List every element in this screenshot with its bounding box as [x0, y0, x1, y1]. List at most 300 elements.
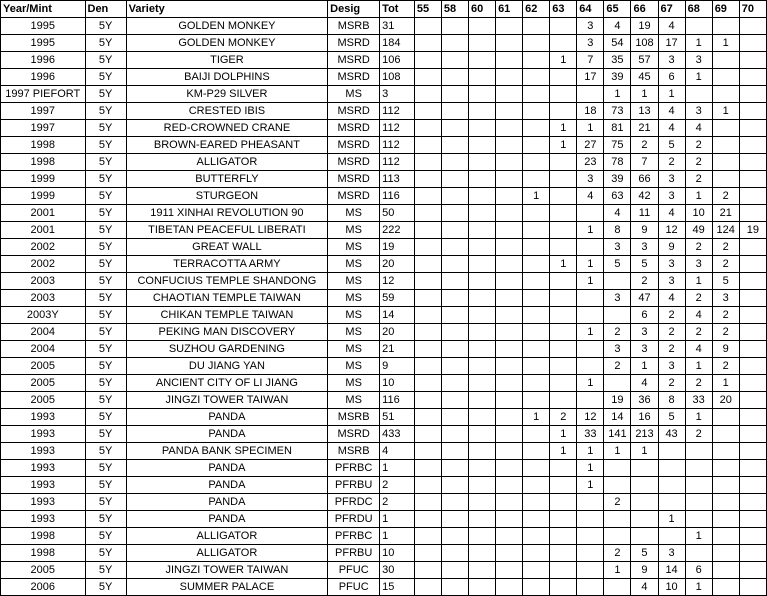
- column-header-grade-60[interactable]: 60: [468, 1, 495, 18]
- column-header-grade-55[interactable]: 55: [414, 1, 441, 18]
- cell-grade-63: [550, 307, 577, 324]
- cell-desig: MSRD: [328, 52, 380, 69]
- cell-grade-70: [739, 494, 766, 511]
- table-row[interactable]: [1, 562, 767, 579]
- table-row[interactable]: [1, 69, 767, 86]
- cell-den: 5Y: [85, 579, 126, 596]
- cell-total: 112: [380, 120, 415, 137]
- cell-grade-64: 12: [577, 409, 604, 426]
- cell-den: 5Y: [85, 171, 126, 188]
- cell-grade-66: 9: [631, 222, 658, 239]
- cell-grade-58: [441, 205, 468, 222]
- cell-grade-70: [739, 35, 766, 52]
- cell-year: 1995: [1, 35, 86, 52]
- cell-variety: PANDA: [126, 426, 328, 443]
- cell-grade-61: [496, 324, 523, 341]
- cell-desig: PFRBU: [328, 477, 380, 494]
- cell-den: 5Y: [85, 562, 126, 579]
- cell-grade-58: [441, 120, 468, 137]
- cell-grade-66: [631, 494, 658, 511]
- cell-grade-64: 1: [577, 460, 604, 477]
- cell-grade-64: [577, 511, 604, 528]
- table-row[interactable]: [1, 171, 767, 188]
- cell-grade-67: [658, 494, 685, 511]
- table-header-row: [1, 1, 767, 18]
- cell-grade-69: [712, 52, 739, 69]
- cell-grade-68: 49: [685, 222, 712, 239]
- cell-desig: MSRB: [328, 443, 380, 460]
- table-row[interactable]: [1, 103, 767, 120]
- table-row[interactable]: [1, 290, 767, 307]
- cell-grade-61: [496, 545, 523, 562]
- cell-grade-65: 78: [604, 154, 631, 171]
- cell-grade-63: [550, 392, 577, 409]
- cell-grade-66: [631, 528, 658, 545]
- cell-total: 112: [380, 103, 415, 120]
- cell-total: 116: [380, 188, 415, 205]
- cell-grade-70: [739, 239, 766, 256]
- cell-grade-55: [414, 545, 441, 562]
- cell-grade-64: 1: [577, 443, 604, 460]
- cell-den: 5Y: [85, 103, 126, 120]
- cell-grade-63: [550, 511, 577, 528]
- table-row[interactable]: [1, 443, 767, 460]
- cell-grade-61: [496, 188, 523, 205]
- table-row[interactable]: [1, 324, 767, 341]
- cell-grade-70: [739, 154, 766, 171]
- cell-desig: MS: [328, 86, 380, 103]
- table-row[interactable]: [1, 528, 767, 545]
- cell-grade-55: [414, 579, 441, 596]
- cell-grade-63: 1: [550, 256, 577, 273]
- cell-year: 2006: [1, 579, 86, 596]
- table-row[interactable]: [1, 579, 767, 596]
- cell-grade-67: 6: [658, 69, 685, 86]
- cell-grade-70: [739, 358, 766, 375]
- cell-grade-69: [712, 120, 739, 137]
- cell-variety: BUTTERFLY: [126, 171, 328, 188]
- cell-grade-63: 1: [550, 120, 577, 137]
- table-row[interactable]: [1, 358, 767, 375]
- cell-grade-65: 2: [604, 358, 631, 375]
- table-row[interactable]: [1, 222, 767, 239]
- cell-grade-62: [523, 426, 550, 443]
- cell-variety: GOLDEN MONKEY: [126, 18, 328, 35]
- cell-den: 5Y: [85, 120, 126, 137]
- cell-grade-58: [441, 426, 468, 443]
- table-row[interactable]: [1, 239, 767, 256]
- cell-year: 2001: [1, 222, 86, 239]
- column-header-grade-62[interactable]: 62: [523, 1, 550, 18]
- cell-grade-68: 4: [685, 307, 712, 324]
- cell-grade-63: [550, 222, 577, 239]
- cell-grade-64: 1: [577, 273, 604, 290]
- cell-grade-70: [739, 460, 766, 477]
- cell-grade-70: [739, 171, 766, 188]
- column-header-grade-70[interactable]: 70: [739, 1, 766, 18]
- cell-grade-60: [468, 579, 495, 596]
- cell-grade-69: 3: [712, 290, 739, 307]
- cell-grade-69: 1: [712, 103, 739, 120]
- cell-grade-68: 2: [685, 324, 712, 341]
- cell-grade-58: [441, 35, 468, 52]
- cell-grade-55: [414, 426, 441, 443]
- cell-grade-63: [550, 69, 577, 86]
- cell-total: 12: [380, 273, 415, 290]
- cell-den: 5Y: [85, 341, 126, 358]
- cell-grade-62: [523, 137, 550, 154]
- cell-grade-67: 17: [658, 35, 685, 52]
- table-row[interactable]: [1, 341, 767, 358]
- column-header-variety[interactable]: Variety: [126, 1, 328, 18]
- cell-year: 2004: [1, 341, 86, 358]
- cell-grade-62: [523, 256, 550, 273]
- cell-grade-58: [441, 358, 468, 375]
- column-header-grade-61[interactable]: 61: [496, 1, 523, 18]
- table-row[interactable]: [1, 494, 767, 511]
- cell-variety: 1911 XINHAI REVOLUTION 90: [126, 205, 328, 222]
- cell-variety: JINGZI TOWER TAIWAN: [126, 562, 328, 579]
- cell-den: 5Y: [85, 137, 126, 154]
- cell-total: 112: [380, 154, 415, 171]
- table-row[interactable]: [1, 137, 767, 154]
- cell-desig: PFUC: [328, 562, 380, 579]
- cell-grade-64: [577, 341, 604, 358]
- cell-grade-67: 3: [658, 358, 685, 375]
- cell-grade-70: [739, 137, 766, 154]
- cell-grade-65: 3: [604, 239, 631, 256]
- cell-grade-58: [441, 239, 468, 256]
- table-row[interactable]: [1, 86, 767, 103]
- cell-grade-69: 21: [712, 205, 739, 222]
- cell-grade-61: [496, 528, 523, 545]
- cell-grade-67: 2: [658, 324, 685, 341]
- cell-grade-70: [739, 273, 766, 290]
- column-header-grade-69[interactable]: 69: [712, 1, 739, 18]
- cell-grade-66: [631, 511, 658, 528]
- cell-grade-69: 1: [712, 35, 739, 52]
- cell-grade-63: [550, 18, 577, 35]
- cell-grade-65: 5: [604, 256, 631, 273]
- cell-grade-55: [414, 477, 441, 494]
- table-row[interactable]: [1, 375, 767, 392]
- cell-grade-63: 1: [550, 426, 577, 443]
- table-row[interactable]: [1, 273, 767, 290]
- cell-grade-64: 1: [577, 256, 604, 273]
- column-header-grade-64[interactable]: 64: [577, 1, 604, 18]
- cell-variety: PANDA: [126, 511, 328, 528]
- cell-grade-67: 1: [658, 511, 685, 528]
- cell-grade-66: 6: [631, 307, 658, 324]
- cell-den: 5Y: [85, 154, 126, 171]
- cell-grade-62: [523, 171, 550, 188]
- cell-grade-60: [468, 409, 495, 426]
- cell-grade-65: 19: [604, 392, 631, 409]
- table-row[interactable]: [1, 18, 767, 35]
- cell-grade-68: 1: [685, 188, 712, 205]
- cell-grade-67: 4: [658, 103, 685, 120]
- cell-grade-63: 1: [550, 443, 577, 460]
- cell-grade-64: 17: [577, 69, 604, 86]
- cell-grade-69: 2: [712, 188, 739, 205]
- cell-grade-70: [739, 443, 766, 460]
- table-row[interactable]: [1, 188, 767, 205]
- cell-grade-70: [739, 103, 766, 120]
- cell-grade-70: [739, 52, 766, 69]
- table-row[interactable]: [1, 120, 767, 137]
- cell-grade-63: [550, 154, 577, 171]
- cell-grade-64: 1: [577, 222, 604, 239]
- cell-desig: MS: [328, 341, 380, 358]
- cell-variety: ALLIGATOR: [126, 154, 328, 171]
- cell-grade-63: [550, 494, 577, 511]
- cell-grade-65: 141: [604, 426, 631, 443]
- cell-grade-66: [631, 460, 658, 477]
- cell-grade-65: 2: [604, 545, 631, 562]
- cell-grade-69: 2: [712, 307, 739, 324]
- cell-year: 1993: [1, 443, 86, 460]
- cell-grade-66: 108: [631, 35, 658, 52]
- cell-grade-58: [441, 511, 468, 528]
- cell-den: 5Y: [85, 69, 126, 86]
- cell-total: 112: [380, 137, 415, 154]
- cell-grade-65: 75: [604, 137, 631, 154]
- table-row[interactable]: [1, 205, 767, 222]
- cell-den: 5Y: [85, 86, 126, 103]
- column-header-grade-65[interactable]: 65: [604, 1, 631, 18]
- cell-grade-64: 7: [577, 52, 604, 69]
- cell-grade-61: [496, 409, 523, 426]
- cell-grade-62: [523, 307, 550, 324]
- cell-variety: PANDA: [126, 477, 328, 494]
- cell-grade-66: 47: [631, 290, 658, 307]
- cell-desig: PFUC: [328, 579, 380, 596]
- cell-grade-68: [685, 511, 712, 528]
- cell-grade-55: [414, 205, 441, 222]
- cell-den: 5Y: [85, 426, 126, 443]
- cell-grade-68: 3: [685, 103, 712, 120]
- cell-desig: MS: [328, 392, 380, 409]
- column-header-tot[interactable]: Tot: [380, 1, 415, 18]
- cell-grade-58: [441, 341, 468, 358]
- cell-desig: MSRD: [328, 171, 380, 188]
- cell-grade-69: 2: [712, 256, 739, 273]
- cell-grade-63: [550, 341, 577, 358]
- cell-grade-60: [468, 239, 495, 256]
- cell-grade-69: [712, 137, 739, 154]
- cell-grade-60: [468, 392, 495, 409]
- cell-grade-62: [523, 86, 550, 103]
- column-header-grade-66[interactable]: 66: [631, 1, 658, 18]
- cell-grade-60: [468, 477, 495, 494]
- table-row[interactable]: [1, 35, 767, 52]
- column-header-grade-63[interactable]: 63: [550, 1, 577, 18]
- cell-grade-69: [712, 426, 739, 443]
- cell-grade-69: [712, 171, 739, 188]
- cell-grade-69: [712, 528, 739, 545]
- cell-desig: MS: [328, 290, 380, 307]
- cell-grade-66: 3: [631, 341, 658, 358]
- cell-grade-55: [414, 375, 441, 392]
- cell-grade-65: [604, 460, 631, 477]
- cell-grade-68: [685, 545, 712, 562]
- table-row[interactable]: [1, 409, 767, 426]
- cell-grade-70: [739, 477, 766, 494]
- cell-total: 14: [380, 307, 415, 324]
- cell-total: 19: [380, 239, 415, 256]
- cell-grade-65: [604, 511, 631, 528]
- cell-grade-64: 33: [577, 426, 604, 443]
- cell-year: 2003Y: [1, 307, 86, 324]
- cell-grade-70: [739, 86, 766, 103]
- cell-year: 1998: [1, 545, 86, 562]
- cell-grade-70: [739, 69, 766, 86]
- cell-den: 5Y: [85, 494, 126, 511]
- cell-grade-60: [468, 69, 495, 86]
- cell-grade-62: [523, 35, 550, 52]
- cell-grade-70: [739, 579, 766, 596]
- cell-grade-67: 3: [658, 545, 685, 562]
- cell-grade-70: [739, 256, 766, 273]
- column-header-year[interactable]: Year/Mint: [1, 1, 86, 18]
- table-row[interactable]: [1, 477, 767, 494]
- cell-grade-62: [523, 239, 550, 256]
- column-header-den[interactable]: Den: [85, 1, 126, 18]
- cell-grade-60: [468, 290, 495, 307]
- cell-grade-62: [523, 528, 550, 545]
- column-header-grade-67[interactable]: 67: [658, 1, 685, 18]
- cell-grade-68: 2: [685, 239, 712, 256]
- cell-grade-65: 81: [604, 120, 631, 137]
- cell-grade-69: [712, 545, 739, 562]
- cell-grade-66: 7: [631, 154, 658, 171]
- table-row[interactable]: [1, 511, 767, 528]
- cell-grade-67: 14: [658, 562, 685, 579]
- cell-grade-64: [577, 392, 604, 409]
- cell-year: 1993: [1, 460, 86, 477]
- cell-grade-62: [523, 273, 550, 290]
- cell-grade-69: 2: [712, 358, 739, 375]
- cell-total: 1: [380, 460, 415, 477]
- table-row[interactable]: [1, 256, 767, 273]
- cell-total: 116: [380, 392, 415, 409]
- column-header-grade-68[interactable]: 68: [685, 1, 712, 18]
- table-row[interactable]: [1, 460, 767, 477]
- cell-grade-63: [550, 273, 577, 290]
- cell-total: 2: [380, 494, 415, 511]
- cell-year: 1998: [1, 137, 86, 154]
- cell-grade-68: 1: [685, 579, 712, 596]
- cell-year: 2001: [1, 205, 86, 222]
- cell-variety: BROWN-EARED PHEASANT: [126, 137, 328, 154]
- cell-grade-55: [414, 188, 441, 205]
- cell-total: 31: [380, 18, 415, 35]
- cell-desig: MSRD: [328, 69, 380, 86]
- cell-total: 2: [380, 477, 415, 494]
- cell-grade-55: [414, 52, 441, 69]
- cell-grade-66: 9: [631, 562, 658, 579]
- cell-grade-58: [441, 579, 468, 596]
- cell-desig: PFRDU: [328, 511, 380, 528]
- cell-grade-68: [685, 18, 712, 35]
- cell-grade-65: 73: [604, 103, 631, 120]
- cell-variety: CHAOTIAN TEMPLE TAIWAN: [126, 290, 328, 307]
- cell-grade-70: [739, 562, 766, 579]
- cell-grade-68: 1: [685, 528, 712, 545]
- cell-grade-61: [496, 86, 523, 103]
- cell-grade-67: 4: [658, 18, 685, 35]
- cell-variety: CONFUCIUS TEMPLE SHANDONG: [126, 273, 328, 290]
- cell-grade-68: [685, 443, 712, 460]
- cell-grade-65: [604, 477, 631, 494]
- cell-grade-62: [523, 154, 550, 171]
- cell-variety: CRESTED IBIS: [126, 103, 328, 120]
- cell-grade-62: [523, 460, 550, 477]
- table-row[interactable]: [1, 52, 767, 69]
- cell-grade-60: [468, 120, 495, 137]
- cell-grade-58: [441, 375, 468, 392]
- cell-grade-67: 2: [658, 341, 685, 358]
- column-header-desig[interactable]: Desig: [328, 1, 380, 18]
- cell-total: 10: [380, 375, 415, 392]
- cell-grade-62: [523, 477, 550, 494]
- cell-grade-67: 5: [658, 137, 685, 154]
- cell-grade-65: 4: [604, 205, 631, 222]
- cell-grade-70: [739, 528, 766, 545]
- cell-den: 5Y: [85, 324, 126, 341]
- cell-grade-67: 4: [658, 290, 685, 307]
- cell-variety: KM-P29 SILVER: [126, 86, 328, 103]
- cell-grade-66: 45: [631, 69, 658, 86]
- table-row[interactable]: [1, 154, 767, 171]
- cell-grade-55: [414, 222, 441, 239]
- table-row[interactable]: [1, 307, 767, 324]
- cell-grade-62: [523, 222, 550, 239]
- cell-grade-55: [414, 460, 441, 477]
- cell-grade-68: [685, 494, 712, 511]
- cell-grade-67: 1: [658, 86, 685, 103]
- cell-den: 5Y: [85, 477, 126, 494]
- cell-grade-68: 2: [685, 154, 712, 171]
- cell-grade-68: 10: [685, 205, 712, 222]
- cell-grade-58: [441, 188, 468, 205]
- cell-grade-70: [739, 18, 766, 35]
- cell-grade-70: [739, 324, 766, 341]
- cell-total: 15: [380, 579, 415, 596]
- cell-grade-70: [739, 545, 766, 562]
- cell-grade-70: [739, 426, 766, 443]
- cell-grade-55: [414, 273, 441, 290]
- cell-grade-66: 16: [631, 409, 658, 426]
- cell-grade-62: [523, 358, 550, 375]
- cell-grade-69: [712, 69, 739, 86]
- column-header-grade-58[interactable]: 58: [441, 1, 468, 18]
- cell-grade-66: 2: [631, 137, 658, 154]
- cell-variety: DU JIANG YAN: [126, 358, 328, 375]
- table-row[interactable]: [1, 426, 767, 443]
- cell-den: 5Y: [85, 511, 126, 528]
- table-row[interactable]: [1, 392, 767, 409]
- cell-year: 1997 PIEFORT: [1, 86, 86, 103]
- cell-grade-69: 20: [712, 392, 739, 409]
- cell-year: 1997: [1, 120, 86, 137]
- table-row[interactable]: [1, 545, 767, 562]
- cell-grade-64: 4: [577, 188, 604, 205]
- cell-grade-64: [577, 358, 604, 375]
- cell-year: 1999: [1, 188, 86, 205]
- cell-grade-60: [468, 188, 495, 205]
- cell-year: 2003: [1, 290, 86, 307]
